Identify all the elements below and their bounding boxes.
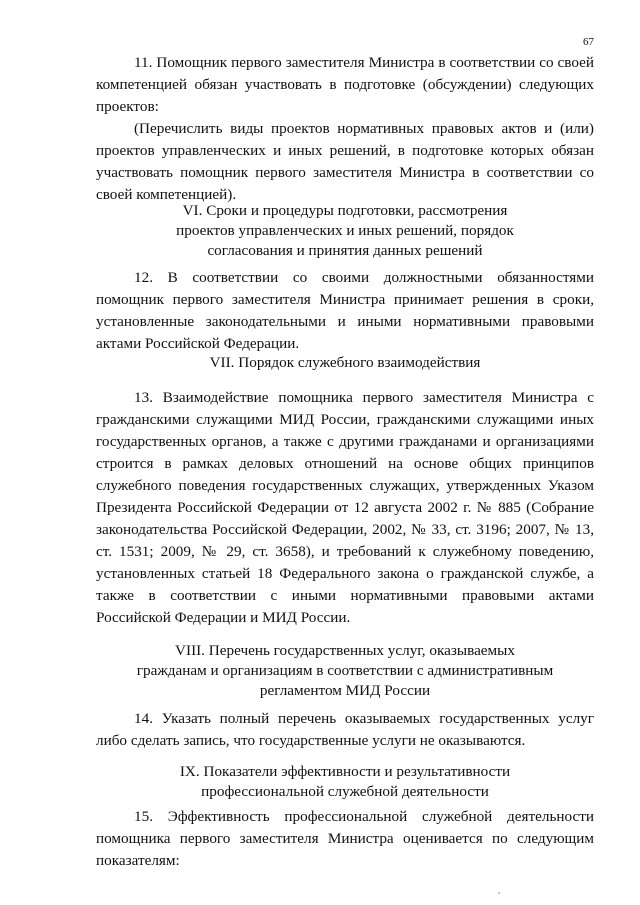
section-6-heading-line-2: проектов управленческих и иных решений, порядок (176, 222, 514, 239)
section-6-heading-line-1: VI. Сроки и процедуры подготовки, рассмотрения (182, 202, 508, 219)
section-8-heading-line-2: гражданам и организациям в соответствии с административным (136, 662, 554, 679)
item-11-note: (Перечислить виды проектов нормативных правовых актов и (или) проектов управленческих и иных решений, в подготовке которых обязан участвовать помощник первого заместителя Министра в соответствии со своей компетенцией). (96, 120, 594, 203)
item-13-paragraph: 13. Взаимодействие помощника первого заместителя Министра с гражданскими служащими МИД России, гражданскими служащими иных государственных органов, а также с другими гражданами и организациями строится в рамках деловых отношений на основе общих принципов служебного поведения государственных служащих, утвержденных Указом Президента Российской Федерации от 12 августа 2002 г. № 885 (Собрание законодательства Российской Федерации, 2002, № 33, ст. 3196; 2007, № 13, ст. 1531; 2009, № 29, ст. 3658), и требований к служебному поведению, установленных статьей 18 Федерального закона о гражданской службе, а также в соответствии с иными нормативными правовыми актами Российской Федерации и МИД России. (96, 389, 594, 626)
section-8-heading-line-3: регламентом МИД России (259, 682, 431, 699)
scan-speck (498, 892, 500, 894)
item-11-paragraph: 11. Помощник первого заместителя Министра в соответствии со своей компетенцией обязан участвовать в подготовке (обсуждении) следующих проектов: (96, 54, 594, 115)
item-14-paragraph: 14. Указать полный перечень оказываемых государственных услуг либо сделать запись, что государственные услуги не оказываются. (96, 710, 594, 749)
section-8-heading-line-1: VIII. Перечень государственных услуг, оказываемых (175, 642, 515, 659)
item-12-paragraph: 12. В соответствии со своими должностными обязанностями помощник первого заместителя Министра принимает решения в сроки, установленные законодательными и иными нормативными правовыми актами Российской Федерации. (96, 269, 594, 352)
section-9-heading (96, 762, 594, 802)
section-9-heading-line-1: IX. Показатели эффективности и результативности (179, 763, 511, 780)
item-15-paragraph: 15. Эффективность профессиональной служебной деятельности помощника первого заместителя Министра оценивается по следующим показателям: (96, 808, 594, 869)
section-8-heading (96, 641, 594, 701)
section-6-heading-line-3: согласования и принятия данных решений (207, 242, 483, 259)
page-number: 67 (583, 36, 594, 48)
section-9-heading-line-2: профессиональной служебной деятельности (201, 783, 489, 800)
section-6-heading (96, 201, 594, 261)
section-7-heading: VII. Порядок служебного взаимодействия (209, 354, 481, 371)
